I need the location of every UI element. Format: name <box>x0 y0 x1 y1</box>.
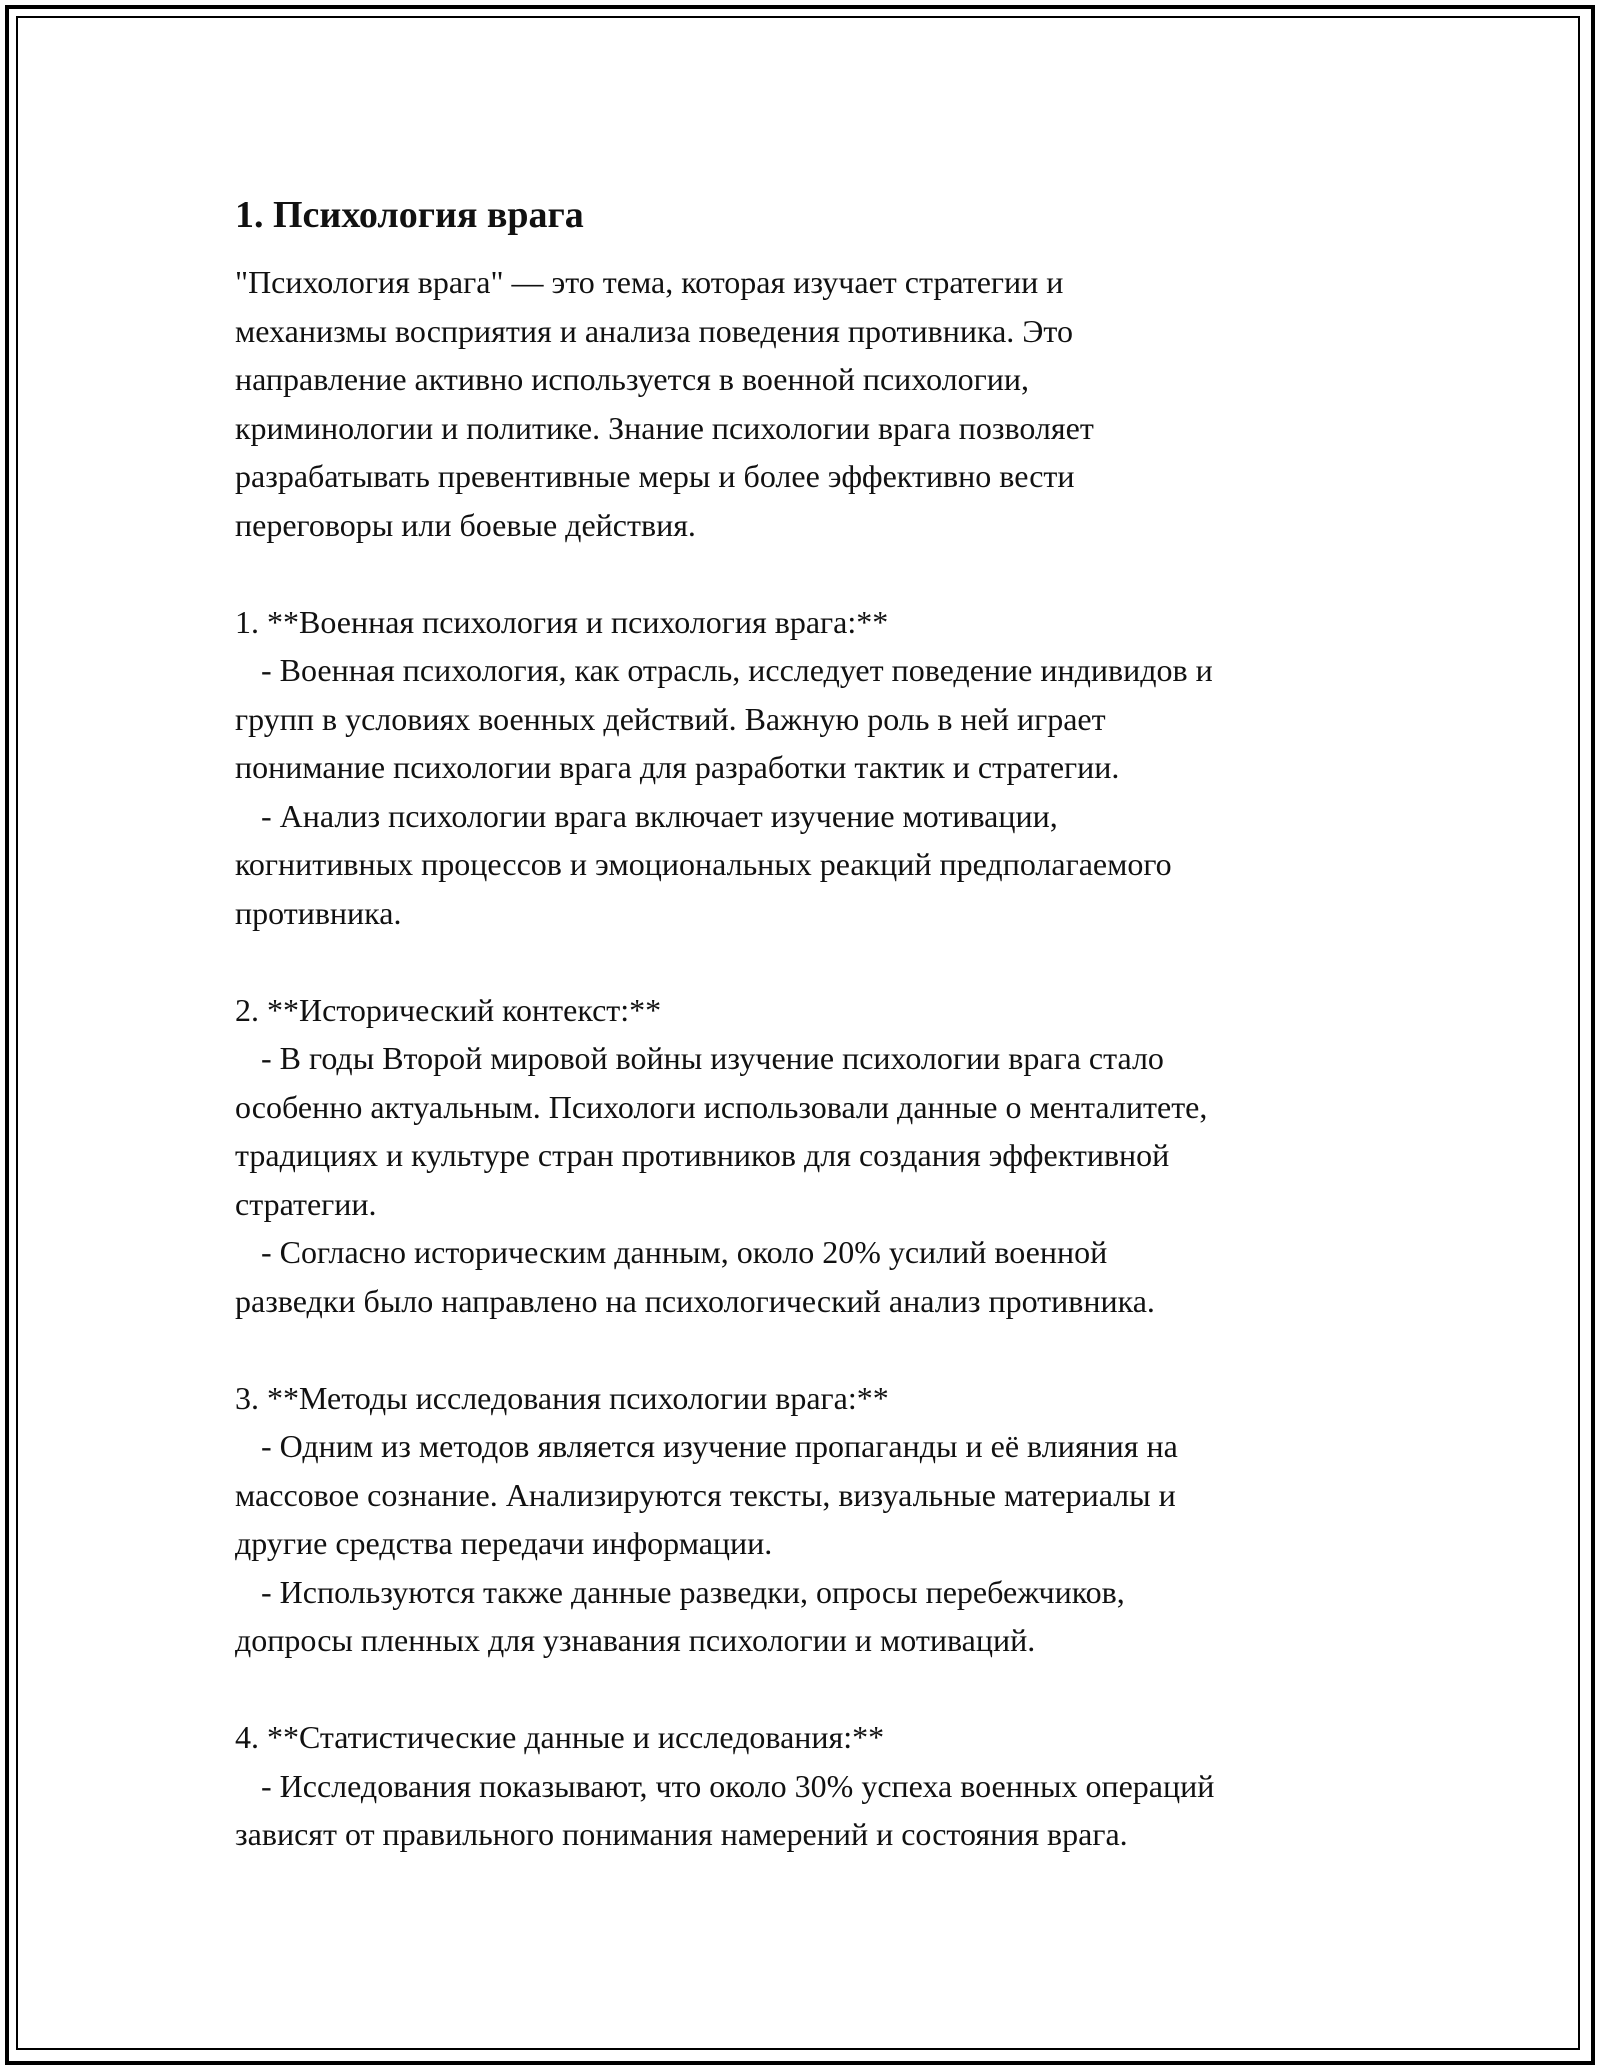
intro-line: направление активно используется в военной психологии, <box>235 361 1029 397</box>
bullet-item <box>235 1034 1375 1228</box>
intro-line: "Психология врага" — это тема, которая изучает стратегии и <box>235 264 1064 300</box>
document-title: 1. Психология врага <box>235 194 584 236</box>
bullet-line: разведки было направлено на психологический анализ противника. <box>235 1282 1155 1319</box>
bullet-line: - В годы Второй мировой войны изучение психологии врага стало <box>261 1040 1164 1076</box>
bullet-line: массовое сознание. Анализируются тексты, визуальные материалы и <box>235 1476 1176 1513</box>
section-military-psychology <box>235 598 1375 938</box>
bullet-item <box>235 646 1375 792</box>
intro-paragraph <box>235 258 1375 549</box>
bullet-line: - Одним из методов является изучение пропаганды и её влияния на <box>261 1428 1178 1464</box>
bullet-line: допросы пленных для узнавания психологии и мотиваций. <box>235 1622 1036 1658</box>
section-research-methods <box>235 1374 1375 1665</box>
section-statistics <box>235 1713 1375 1859</box>
bullet-line: противника. <box>235 894 402 931</box>
intro-line: разрабатывать превентивные меры и более эффективно вести <box>235 458 1075 494</box>
document-body <box>235 184 1375 1859</box>
bullet-line: когнитивных процессов и эмоциональных реакций предполагаемого <box>235 846 1172 882</box>
intro-line: переговоры или боевые действия. <box>235 506 696 543</box>
bullet-line: - Анализ психологии врага включает изучение мотивации, <box>261 797 1058 834</box>
intro-line: механизмы восприятия и анализа поведения противника. Это <box>235 312 1073 349</box>
bullet-item <box>235 792 1375 938</box>
bullet-line: особенно актуальным. Психологи использовали данные о менталитете, <box>235 1088 1208 1125</box>
bullet-line: - Используются также данные разведки, опросы перебежчиков, <box>261 1573 1125 1610</box>
bullet-item <box>235 1422 1375 1568</box>
bullet-item <box>235 1228 1375 1325</box>
bullet-item <box>235 1568 1375 1665</box>
bullet-line: понимание психологии врага для разработки тактик и стратегии. <box>235 749 1120 785</box>
section-heading: 2. **Исторический контекст:** <box>235 991 662 1028</box>
section-heading: 3. **Методы исследования психологии врага:** <box>235 1379 889 1416</box>
bullet-line: - Согласно историческим данным, около 20% усилий военной <box>261 1234 1108 1270</box>
bullet-line: традициях и культуре стран противников для создания эффективной <box>235 1137 1170 1173</box>
bullet-line: другие средства передачи информации. <box>235 1525 773 1561</box>
bullet-line: групп в условиях военных действий. Важную роль в ней играет <box>235 700 1106 737</box>
section-heading: 4. **Статистические данные и исследования:** <box>235 1719 885 1755</box>
bullet-line: стратегии. <box>235 1185 377 1222</box>
bullet-item <box>235 1762 1375 1859</box>
bullet-line: зависят от правильного понимания намерений и состояния врага. <box>235 1816 1128 1852</box>
bullet-line: - Военная психология, как отрасль, исследует поведение индивидов и <box>261 652 1213 688</box>
intro-line: криминологии и политике. Знание психологии врага позволяет <box>235 409 1094 446</box>
section-heading: 1. **Военная психология и психология врага:** <box>235 603 889 640</box>
bullet-line: - Исследования показывают, что около 30% успеха военных операций <box>261 1767 1215 1804</box>
section-historical-context <box>235 986 1375 1326</box>
